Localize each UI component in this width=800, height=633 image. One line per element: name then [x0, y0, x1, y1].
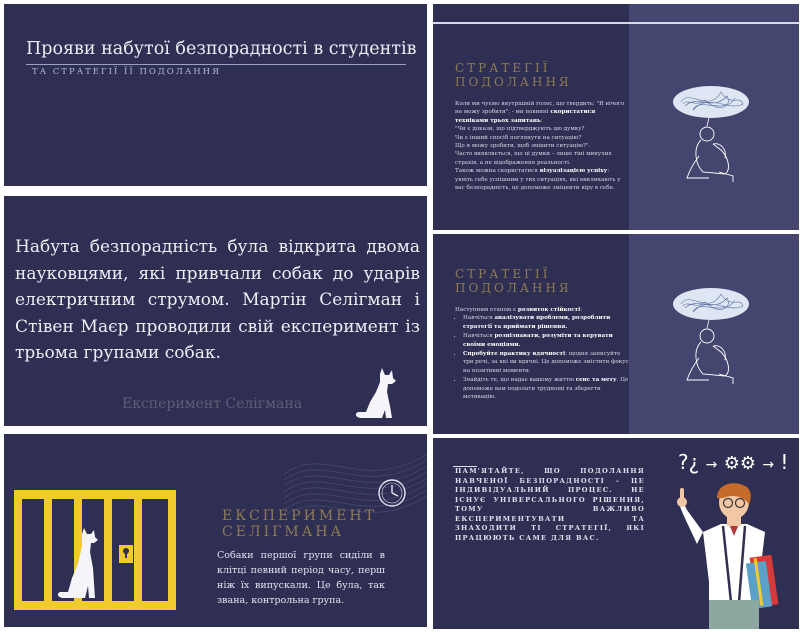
- list-item: • Знайдіть те, що надає вашому життю сенс та мету. Це допоможе вам подолати труднощі та зберегти мотивацію.: [463, 376, 629, 401]
- list-item: • Навчіться аналізувати проблеми, розроблити стратегії та приймати рішення.: [463, 314, 629, 331]
- discovery-paragraph: Набута безпорадність була відкрита двома науковцями, які привчали собак до ударів електричним струмом. Мартін Селігман і Стівен Маєр проводили свій експеримент із трьома групами собак.: [15, 237, 420, 363]
- experiment-title-line1: ЕКСПЕРИМЕНТ: [222, 508, 377, 524]
- experiment-title-line2: СЕЛІГМАНА: [222, 524, 345, 540]
- gear-icon: ⚙⚙: [723, 453, 756, 474]
- strategies-line: Чи є інший спосіб поглянути на ситуацію?: [455, 134, 582, 141]
- confused-person-illustration: [669, 84, 751, 184]
- man-with-books-illustration: [673, 482, 783, 629]
- list-item: • Спробуйте практику вдячності: щодня записуйте три речі, за які ви вдячні. Це допоможе змістити фокус на позитивні моменти.: [463, 350, 629, 375]
- conclusion-message: ПАМ'ЯТАЙТЕ, ЩО ПОДОЛАННЯ НАВЧЕНОЇ БЕЗПОРАДНОСТІ – ЦЕ ІНДИВІДУАЛЬНИЙ ПРОЦЕС. НЕ ІСНУЄ УНІВЕРСАЛЬНОГО РІШЕННЯ, ТОМУ ВАЖЛИВО ЕКСПЕРИМЕНТУВАТИ ТА ЗНАХОДИТИ ТІ СТРАТЕГІЇ, ЯКІ ПРАЦЮЮТЬ САМЕ ДЛЯ ВАС.: [455, 467, 645, 542]
- slide-title-heading: Прояви набутої безпорадності в студентів: [26, 39, 417, 59]
- slide-subtitle: ТА СТРАТЕГІЇ ЇЇ ПОДОЛАННЯ: [32, 67, 221, 77]
- strategies-line: Також можна скористатися візуалізацією успіху: уявіть себе успішним у тих ситуаціях, які викликають у вас безпорадність, це допоможе зміцнити віру в себе.: [455, 168, 621, 192]
- strategies-line: "Чи є докази, що підтверджують цю думку?: [455, 126, 585, 133]
- strategies-title-line2: ПОДОЛАННЯ: [455, 75, 572, 89]
- caged-dog-illustration: [14, 490, 176, 610]
- title-divider: [26, 64, 406, 65]
- strategies-title-line1: СТРАТЕГІЇ: [455, 61, 551, 75]
- strategies-title-line1: СТРАТЕГІЇ: [455, 267, 551, 281]
- slide-strategies-2: [433, 234, 799, 434]
- slide-experiment: [4, 434, 427, 627]
- strategies-line: Часто виявляється, що ці думки – лише тіні минулих страхів, а не відображення реальності.: [455, 151, 612, 166]
- resilience-text: [455, 306, 629, 402]
- confused-person-illustration: [669, 286, 751, 386]
- experiment-caption: Експеримент Селігмана: [122, 396, 303, 412]
- strategies-title-line2: ПОДОЛАННЯ: [455, 281, 572, 295]
- strategies-line: Що я можу зробити, щоб змінити ситуацію?".: [455, 143, 591, 150]
- resilience-list: [455, 314, 629, 401]
- strategies-line: Коли ми чуємо внутрішній голос, що твердить: "Я нічого не можу зробити", - ми повинні скористатися техніками трьох запитань:: [455, 101, 625, 124]
- top-divider: [433, 22, 799, 24]
- list-item: • Навчіться розпізнавати, розуміти та керувати своїми емоціями.: [463, 332, 629, 349]
- experiment-body: Собаки першої групи сиділи в клітці певний період часу, перш ніж їх випускали. Це була, так звана, контрольна група.: [217, 550, 385, 606]
- question-mark-icon: ?¿: [678, 450, 700, 474]
- slide-strategies-1: [433, 4, 799, 230]
- slide-discovery: [4, 196, 427, 426]
- sitting-dog-icon: [352, 366, 400, 422]
- arrow-icon: →: [705, 457, 718, 473]
- process-flow: [678, 450, 788, 474]
- exclamation-icon: !: [780, 450, 789, 474]
- strategies-text: [455, 100, 625, 192]
- arrow-icon: →: [762, 457, 775, 473]
- clock-icon: [377, 478, 407, 508]
- resilience-intro: Наступним етапом є розвиток стійкості:: [455, 307, 583, 313]
- slide-title: [4, 4, 427, 186]
- slide-conclusion: [433, 438, 799, 629]
